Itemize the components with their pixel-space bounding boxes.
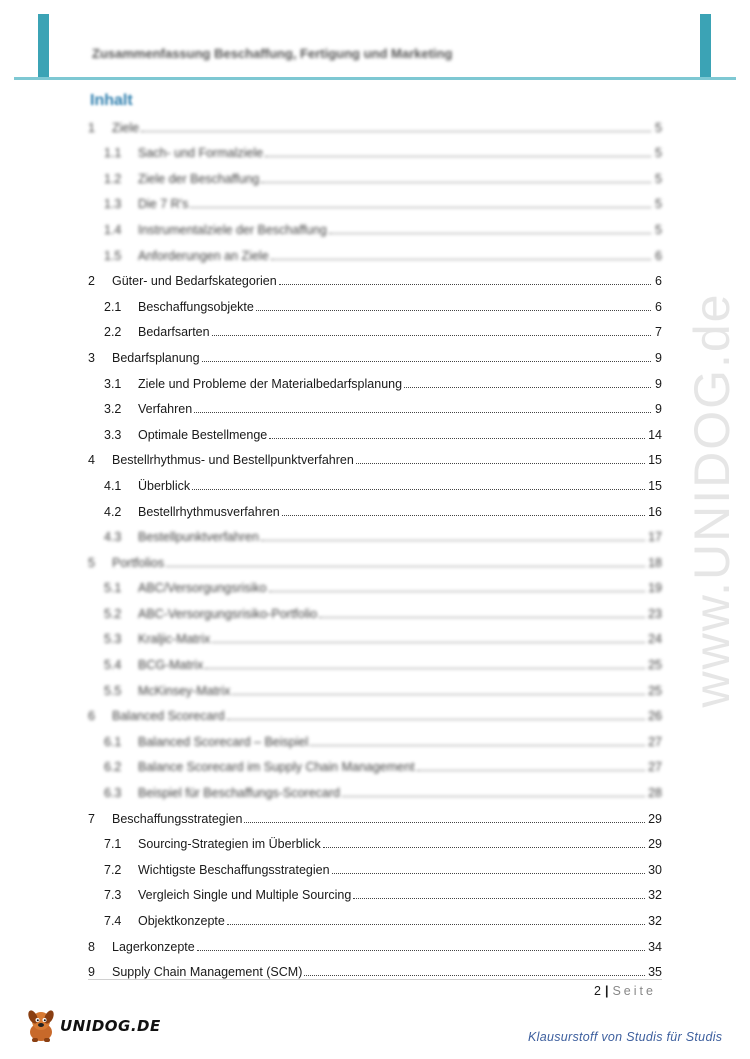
toc-entry-number: 2.1 (104, 299, 122, 314)
toc-entry-title: Ziele der Beschaffung (138, 171, 260, 186)
toc-dot-leader (205, 668, 645, 669)
toc-dot-leader (404, 387, 651, 388)
toc-dot-leader (323, 847, 645, 848)
toc-entry[interactable] (88, 340, 662, 366)
toc-entry-page: 18 (648, 555, 662, 570)
toc-dot-leader (332, 873, 646, 874)
toc-entry[interactable] (88, 596, 662, 622)
watermark-text: www.UNIDOG.de (684, 292, 740, 708)
toc-entry-title: Die 7 R's (138, 197, 189, 212)
toc-entry-title: Portfolios (112, 555, 165, 570)
toc-dot-leader (261, 182, 651, 183)
toc-entry-title: Sourcing-Strategien im Überblick (138, 837, 321, 852)
toc-entry-number: 3.1 (104, 376, 122, 391)
toc-entry[interactable] (88, 750, 662, 776)
toc-entry[interactable] (88, 494, 662, 520)
toc-dot-leader (212, 335, 651, 336)
toc-entry-title: Instrumentalziele der Beschaffung (138, 222, 327, 237)
toc-entry[interactable] (88, 238, 662, 264)
toc-entry-title: ABC-Versorgungsrisiko-Portfolio (138, 606, 318, 621)
toc-entry[interactable] (88, 110, 662, 136)
toc-entry-title: Bestellrhythmus- und Bestellpunktverfahren (112, 453, 354, 468)
toc-dot-leader (197, 950, 645, 951)
toc-entry[interactable] (88, 187, 662, 213)
toc-dot-leader (244, 822, 645, 823)
table-of-contents (88, 110, 662, 980)
toc-dot-leader (356, 463, 645, 464)
toc-entry-title: Verfahren (138, 402, 193, 417)
toc-entry-page: 25 (648, 658, 662, 673)
toc-entry-page: 32 (648, 914, 662, 928)
toc-entry[interactable] (88, 161, 662, 187)
toc-dot-leader (227, 924, 645, 925)
toc-entry-number: 7.4 (104, 914, 122, 928)
toc-entry-page: 26 (648, 709, 662, 724)
toc-entry-page: 23 (648, 606, 662, 621)
footer-rule (88, 979, 662, 980)
toc-entry-number: 1.5 (104, 248, 122, 263)
toc-entry[interactable] (88, 955, 662, 981)
unidog-logo (24, 1008, 161, 1044)
toc-entry-title: Ziele (112, 120, 140, 135)
page-number-separator: | (604, 984, 609, 998)
toc-entry-title: Optimale Bestellmenge (138, 427, 268, 442)
toc-entry-title: Sach- und Formalziele (138, 146, 264, 161)
toc-entry[interactable] (88, 827, 662, 853)
toc-dot-leader (212, 642, 645, 643)
toc-entry-number: 4.3 (104, 530, 122, 545)
page-number-value: 2 (594, 984, 601, 998)
toc-entry-number: 1 (88, 120, 95, 135)
toc-entry-number: 7 (88, 811, 95, 826)
toc-entry[interactable] (88, 289, 662, 315)
toc-dot-leader (319, 617, 645, 618)
toc-entry-page: 15 (648, 478, 662, 493)
toc-dot-leader (194, 412, 651, 413)
toc-entry-title: BCG-Matrix (138, 658, 204, 673)
toc-entry-number: 7.3 (104, 888, 122, 903)
toc-entry[interactable] (88, 724, 662, 750)
toc-dot-leader (304, 975, 645, 976)
toc-dot-leader (227, 719, 646, 720)
toc-entry-title: Balanced Scorecard – Beispiel (138, 734, 309, 749)
toc-dot-leader (192, 489, 645, 490)
toc-entry-title: Bestellpunktverfahren (138, 530, 259, 545)
toc-entry-page: 27 (648, 760, 662, 775)
toc-entry-title: Bedarfsarten (138, 325, 210, 340)
toc-entry[interactable] (88, 392, 662, 418)
toc-entry-page: 5 (655, 222, 662, 237)
toc-entry-title: Überblick (138, 478, 191, 493)
toc-entry-title: Ziele und Probleme der Materialbedarfsplanung (138, 376, 403, 391)
toc-entry-page: 32 (648, 888, 662, 903)
toc-entry-page: 16 (648, 504, 662, 519)
toc-entry-page: 34 (648, 939, 662, 954)
toc-entry-number: 1.4 (104, 222, 122, 237)
footer-tagline: Klausurstoff von Studis für Studis (528, 1030, 723, 1044)
toc-entry-title: Güter- und Bedarfskategorien (112, 274, 277, 289)
toc-entry-page: 25 (648, 683, 662, 698)
toc-entry-number: 4 (88, 453, 95, 468)
toc-entry-number: 7.2 (104, 862, 122, 877)
toc-entry-number: 4.2 (104, 504, 122, 519)
toc-dot-leader (279, 284, 651, 285)
toc-dot-leader (269, 438, 645, 439)
toc-entry-title: Lagerkonzepte (112, 939, 195, 954)
toc-entry[interactable] (88, 315, 662, 341)
toc-entry-page: 29 (648, 837, 662, 852)
toc-entry[interactable] (88, 878, 662, 904)
toc-entry-number: 8 (88, 939, 95, 954)
toc-dot-leader (329, 233, 651, 234)
toc-entry-title: Wichtigste Beschaffungsstrategien (138, 862, 330, 877)
toc-entry[interactable] (88, 647, 662, 673)
toc-entry-number: 2 (88, 274, 95, 289)
toc-entry-number: 3 (88, 350, 95, 365)
toc-entry-number: 5.2 (104, 606, 122, 621)
toc-entry-number: 7.1 (104, 837, 122, 852)
toc-dot-leader (282, 515, 645, 516)
logo-text: UNIDOG.DE (60, 1017, 161, 1035)
toc-entry-title: Supply Chain Management (SCM) (112, 965, 303, 980)
toc-entry-number: 1.3 (104, 197, 122, 212)
header-accent-bar-left (38, 14, 49, 80)
toc-entry-number: 6 (88, 709, 95, 724)
toc-entry-title: Balanced Scorecard (112, 709, 225, 724)
toc-dot-leader (256, 310, 651, 311)
page-word: Seite (612, 984, 656, 998)
toc-entry-number: 5 (88, 555, 95, 570)
toc-dot-leader (202, 361, 651, 362)
toc-entry-number: 2.2 (104, 325, 122, 340)
toc-entry[interactable] (88, 443, 662, 469)
toc-entry[interactable] (88, 366, 662, 392)
toc-entry[interactable] (88, 264, 662, 290)
toc-entry-number: 5.4 (104, 658, 122, 673)
toc-entry-page: 9 (655, 350, 662, 365)
toc-entry[interactable] (88, 545, 662, 571)
toc-entry-page: 17 (648, 530, 662, 545)
toc-dot-leader (417, 770, 646, 771)
dog-mascot-icon (24, 1008, 58, 1044)
toc-heading: Inhalt (90, 92, 133, 109)
toc-entry-page: 6 (655, 248, 662, 263)
toc-entry-title: Anforderungen an Ziele (138, 248, 269, 263)
toc-entry-page: 5 (655, 120, 662, 135)
toc-entry-title: Bestellrhythmusverfahren (138, 504, 280, 519)
toc-entry-number: 1.2 (104, 171, 122, 186)
toc-entry-number: 6.2 (104, 760, 122, 775)
toc-entry-page: 9 (655, 402, 662, 417)
toc-entry[interactable] (88, 417, 662, 443)
toc-entry-page: 5 (655, 146, 662, 161)
toc-entry-page: 35 (648, 965, 662, 980)
toc-entry-number: 5.3 (104, 632, 122, 647)
toc-entry[interactable] (88, 929, 662, 955)
toc-entry-page: 19 (648, 581, 662, 596)
toc-entry-title: McKinsey-Matrix (138, 683, 231, 698)
toc-entry-title: Vergleich Single und Multiple Sourcing (138, 888, 352, 903)
toc-dot-leader (342, 796, 645, 797)
toc-dot-leader (269, 591, 646, 592)
toc-entry[interactable] (88, 801, 662, 827)
toc-entry-number: 6.1 (104, 734, 122, 749)
toc-entry[interactable] (88, 699, 662, 725)
toc-entry[interactable] (88, 852, 662, 878)
toc-entry[interactable] (88, 622, 662, 648)
toc-entry-page: 24 (648, 632, 662, 647)
toc-dot-leader (166, 566, 645, 567)
toc-entry[interactable] (88, 468, 662, 494)
toc-entry-page: 5 (655, 171, 662, 186)
header-rule (14, 77, 736, 80)
toc-entry[interactable] (88, 520, 662, 546)
toc-entry-page: 27 (648, 734, 662, 749)
toc-entry[interactable] (88, 775, 662, 801)
toc-entry-page: 6 (655, 274, 662, 289)
toc-entry-number: 4.1 (104, 478, 122, 493)
toc-entry-title: Kraljic-Matrix (138, 632, 211, 647)
toc-dot-leader (190, 207, 651, 208)
toc-entry-title: Bedarfsplanung (112, 350, 200, 365)
page-number (594, 984, 656, 998)
toc-entry-title: Beschaffungsstrategien (112, 811, 243, 826)
toc-entry[interactable] (88, 136, 662, 162)
toc-entry-title: Balance Scorecard im Supply Chain Management (138, 760, 415, 775)
toc-entry-title: Beispiel für Beschaffungs-Scorecard (138, 786, 340, 801)
toc-entry-page: 7 (655, 325, 662, 340)
toc-entry-page: 30 (648, 862, 662, 877)
toc-dot-leader (353, 898, 645, 899)
toc-entry[interactable] (88, 903, 662, 929)
toc-entry-number: 3.3 (104, 427, 122, 442)
toc-dot-leader (271, 259, 651, 260)
toc-entry-page: 14 (648, 427, 662, 442)
toc-entry-page: 5 (655, 197, 662, 212)
toc-entry-number: 3.2 (104, 402, 122, 417)
toc-entry-page: 29 (648, 811, 662, 826)
toc-entry-number: 9 (88, 965, 95, 980)
toc-entry-title: Objektkonzepte (138, 914, 225, 928)
toc-entry-page: 15 (648, 453, 662, 468)
toc-entry[interactable] (88, 571, 662, 597)
toc-dot-leader (310, 745, 645, 746)
toc-entry-page: 6 (655, 299, 662, 314)
toc-entry-page: 28 (648, 786, 662, 801)
toc-dot-leader (141, 131, 651, 132)
toc-entry-number: 5.1 (104, 581, 122, 596)
header-accent-bar-right (700, 14, 711, 80)
toc-entry-number: 1.1 (104, 146, 122, 161)
toc-dot-leader (265, 156, 651, 157)
toc-entry-number: 6.3 (104, 786, 122, 801)
toc-entry-title: Beschaffungsobjekte (138, 299, 254, 314)
toc-entry-title: ABC/Versorgungsrisiko (138, 581, 267, 596)
document-header-title: Zusammenfassung Beschaffung, Fertigung und Marketing (92, 46, 453, 61)
toc-dot-leader (261, 540, 645, 541)
toc-dot-leader (232, 694, 645, 695)
toc-entry[interactable] (88, 212, 662, 238)
toc-entry[interactable] (88, 673, 662, 699)
toc-entry-page: 9 (655, 376, 662, 391)
toc-entry-number: 5.5 (104, 683, 122, 698)
